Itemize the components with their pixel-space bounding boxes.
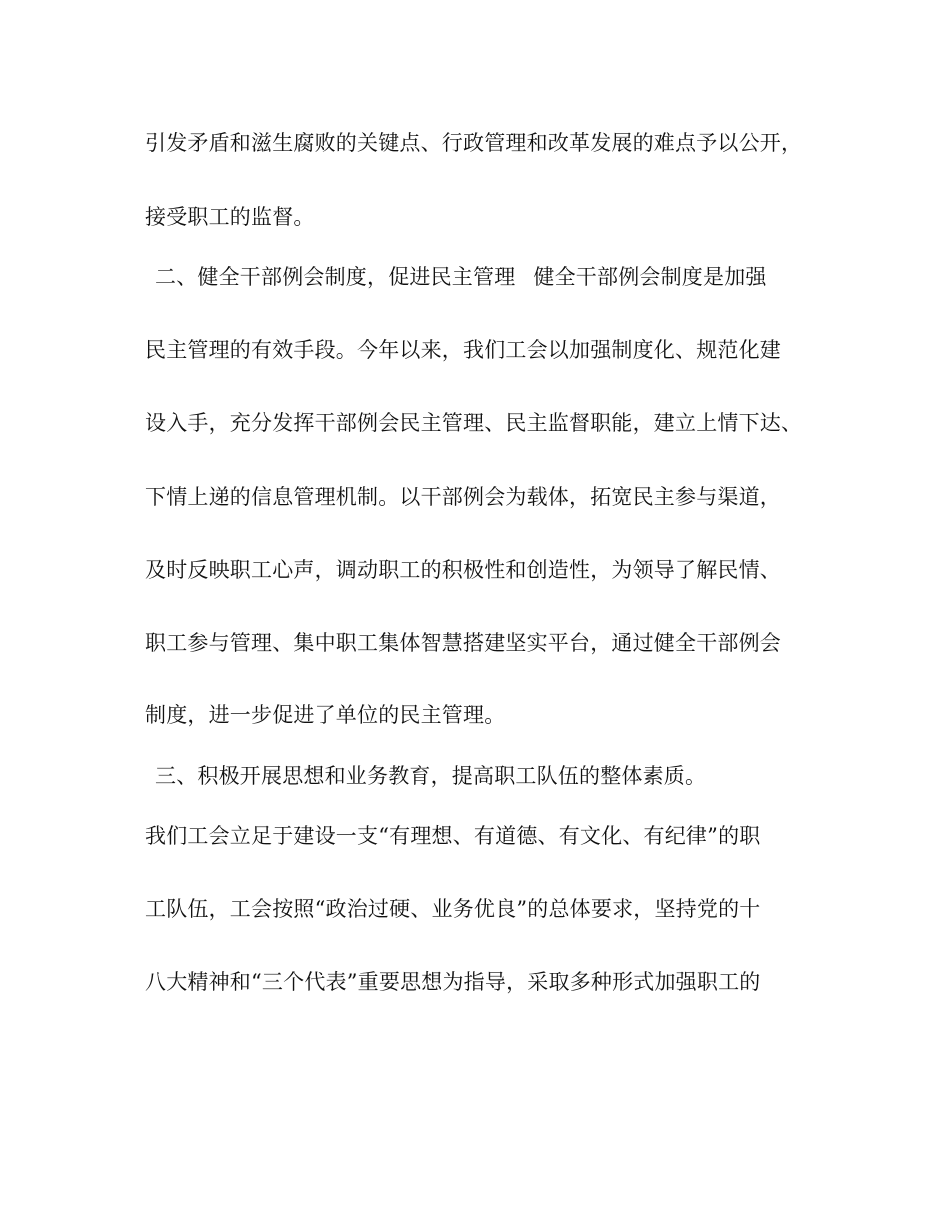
paragraph-line-5: 设入手，充分发挥干部例会民主管理、民主监督职能，建立上情下达、 [145,411,803,435]
paragraph-line-13: 八大精神和“三个代表”重要思想为指导，采取多种形式加强职工的 [145,970,761,994]
paragraph-line-11: 我们工会立足于建设一支“有理想、有道德、有文化、有纪律”的职 [145,824,761,848]
section-heading-3: 三、积极开展思想和业务教育，提高职工队伍的整体素质。 [155,764,707,788]
paragraph-line-8: 职工参与管理、集中职工集体智慧搭建坚实平台，通过健全干部例会 [145,631,781,655]
paragraph-line-7: 及时反映职工心声，调动职工的积极性和创造性，为领导了解民情、 [145,558,781,582]
paragraph-line-2: 接受职工的监督。 [145,205,315,229]
paragraph-line-4: 民主管理的有效手段。今年以来，我们工会以加强制度化、规范化建 [145,338,781,362]
paragraph-line-1: 引发矛盾和滋生腐败的关键点、行政管理和改革发展的难点予以公开， [145,131,803,155]
paragraph-line-9: 制度，进一步促进了单位的民主管理。 [145,703,506,727]
section-heading-2-title: 二、健全干部例会制度，促进民主管理 [155,265,516,289]
section-heading-2 [155,267,767,288]
section-2-lead-text: 健全干部例会制度是加强 [533,265,767,289]
paragraph-line-12: 工队伍，工会按照“政治过硬、业务优良”的总体要求，坚持党的十 [145,897,761,921]
paragraph-line-6: 下情上递的信息管理机制。以干部例会为载体，拓宽民主参与渠道， [145,485,781,509]
